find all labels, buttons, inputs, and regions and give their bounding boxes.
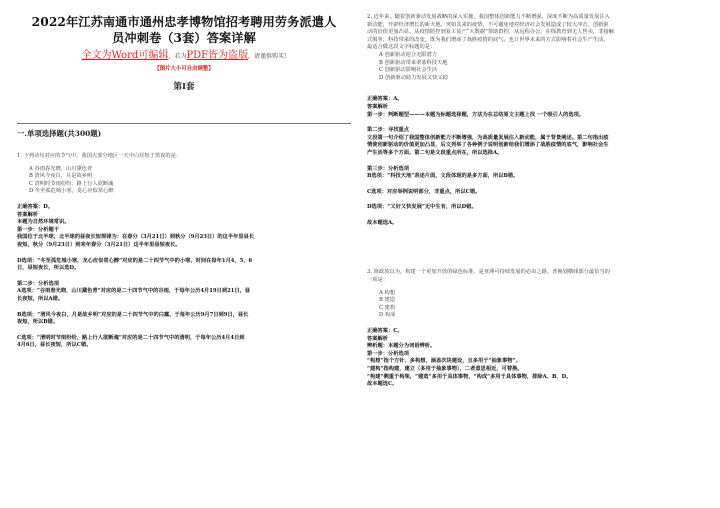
question-stem: 一项是：: [367, 277, 388, 284]
analysis-text: “建构”指构建，建立（多用于抽象事物），二者意思相近，可替换。: [367, 366, 523, 372]
analysis-text: C选项：对应举例说明部分，非重点，所以C错。: [367, 188, 481, 195]
step-heading: 第一步：分析题干: [17, 226, 59, 233]
analysis-text: B选项：“科技天地”表述片面，文段体现的是多方面，所以B错。: [367, 173, 519, 180]
option-c: C 建构: [379, 304, 396, 311]
analysis-topic: 本题为自然环境常识。: [17, 219, 70, 226]
step-heading: 第二步：寻找重点: [367, 127, 409, 134]
correct-answer: 正确答案：C。: [367, 328, 403, 335]
analysis-label: 答案解析: [367, 103, 388, 110]
question-stem: 动的价值更加凸显。从疫情防控到复工复产“大数据”帮助群控，从远程办公、在线教育到无人售卖，非接触: [367, 29, 614, 36]
analysis-text: 4月6日，昼长夜短，所以C错。: [17, 342, 92, 349]
analysis-text: 文段第一句介绍了我国整体创新能力不断增强，为高质量发展注入新动能，属于背景阐述。第二句指出疫: [367, 134, 609, 141]
conclusion: 故本题选A。: [367, 219, 398, 226]
analysis-text: 辨析题：本题分为词语辨析。: [367, 343, 436, 350]
analysis-text: 产生活等多个方面。第二句是文段重点所在，所以选择A。: [367, 149, 503, 156]
conclusion: 故本题选C。: [367, 381, 398, 388]
question-stem: 新动能，开辟经济增长的新天地。突如其来的疫情，不可避免地对经济社会发展造成了较大冲击，创新驱: [367, 21, 609, 28]
option-d: D 构成: [379, 312, 396, 319]
right-column: [367, 14, 703, 389]
correct-answer: 正确答案：D。: [17, 203, 54, 210]
doc-title-line-1: 2022年江苏南通市通州忠孝博物馆招考聘用劳务派遣人: [31, 15, 337, 29]
analysis-label: 答案解析: [367, 335, 388, 342]
analysis-text: 夜短，所以B错。: [17, 319, 59, 326]
section-title: 一.单项选择题(共300题): [17, 129, 102, 138]
doc-title: [17, 14, 351, 46]
option-a: A 构想: [379, 289, 395, 296]
word-editable-link[interactable]: 全文为Word可编辑: [81, 50, 169, 61]
analysis-text: 情使创新驱动的价值更加凸显，后文列举了各种例子说明创新给我们增添了战胜疫情的底气，影响社会生: [367, 142, 609, 149]
step-heading: 第二步：分析选项: [17, 280, 59, 287]
question-stem: 式服务，科技带来的改变，既为我们增添了战胜疫情的底气，也让世界未来的方式影响着社会生产生活。: [367, 36, 609, 43]
analysis-text: 夜短，秋分（9月23日）到来年春分（3月21日）这半年里昼短夜长。: [17, 241, 181, 248]
option-a: A 创新驱动迎合无限潜力: [379, 51, 437, 58]
question-stem: 3. 简政放以为，构建一个更加开放的绿色标准，是亚洲可持续发展的必由之路。普换划横线部分最恰当的: [367, 269, 610, 276]
image-resize-hint: 【图片大小可自由调整】: [154, 66, 214, 72]
option-b: B 创新驱动带来翠蓝科技天地: [379, 59, 448, 66]
analysis-label: 答案解析: [17, 211, 38, 218]
analysis-text: C选项：“清明时节雨纷纷，路上行人欲断魂”对应的是二十四节气中的清明，于每年公历4月4日到: [17, 334, 245, 341]
step-heading: 第一步：判断题型———本题为标题选择题，方法为在总结原文主题上找 一个吸引人的选项。: [367, 111, 585, 118]
question-stem: 2. 近年来，随着创新驱动发展战略的深入实施，我国整体创新能力不断增强，深度不断为高质量发展注入: [367, 14, 610, 20]
notice-mid-text: ，若为: [168, 53, 187, 60]
left-column: [17, 14, 351, 350]
option-d: D 创新驱动助力发展又快又稳: [379, 74, 448, 81]
analysis-text: 长夜短，所以A错。: [17, 295, 64, 302]
purchase-notice: [17, 49, 351, 63]
notice-end-text: ，请谨慎购买!: [248, 53, 287, 60]
analysis-text: 我国位于北半球，北半球的昼夜长短规律为：在春分（3月21日）到秋分（9月23日）的这半年里昼长: [17, 234, 255, 241]
divider: [17, 123, 351, 124]
option-b: B 清风今夜白，月是故乡明: [29, 173, 93, 180]
doc-title-line-2: 员冲刺卷（3套）答案详解: [112, 31, 256, 45]
question-stem: 1. 下列诗句对应的节气中，我国大部分地区一天中白昼短于黑夜的是：: [17, 153, 182, 159]
correct-answer: 正确答案：A。: [367, 96, 403, 103]
analysis-text: A选项：“谷雨春光晓，山川黛色青”对应的是二十四节气中的谷雨，于每年公历4月19日到21日，昼: [17, 288, 251, 295]
set-title: 第I套: [173, 82, 195, 92]
analysis-text: D选项：“冬至孤危城小寒，龙心应似常心醉”对应的是二十四节气中的小寒，时间在每年1月4、5、6: [17, 257, 253, 264]
option-c: C 清明时节雨纷纷，路上行人欲断魂: [29, 180, 114, 187]
analysis-text: B选项：“清风今夜白，月是故乡明”对应的是二十四节气中的白露，于每年公历9月7日到9日，昼长: [17, 311, 249, 318]
question-stem: 最适合做这段文字标题的是：: [367, 44, 436, 51]
option-d: D 冬至孤危城小寒，龙心应似常心醉: [29, 188, 114, 195]
analysis-text: D选项：“又好又快发展”无中生有，所以D错。: [367, 204, 477, 211]
analysis-text: “构想”指个方针、多构想，涵盖次块建设，且多用于“抽象事物”。: [367, 358, 521, 365]
option-b: B 建造: [379, 297, 396, 304]
option-a: A 谷雨春光晓，山川黛色青: [29, 165, 93, 172]
analysis-text: “构建”侧重于构架，“建造”多用于具体事物，“构成”多用于具体事物，排除A、B、D。: [367, 373, 572, 380]
analysis-text: 日，昼短夜长，所以选D。: [17, 265, 80, 272]
step-heading: 第三步：分析选项: [367, 165, 409, 172]
pdf-piracy-link[interactable]: PDF皆为盗版: [186, 50, 249, 61]
step-heading: 第一步：分析选项: [367, 350, 409, 357]
option-c: C 创新驱动影响社会生活: [379, 67, 438, 74]
